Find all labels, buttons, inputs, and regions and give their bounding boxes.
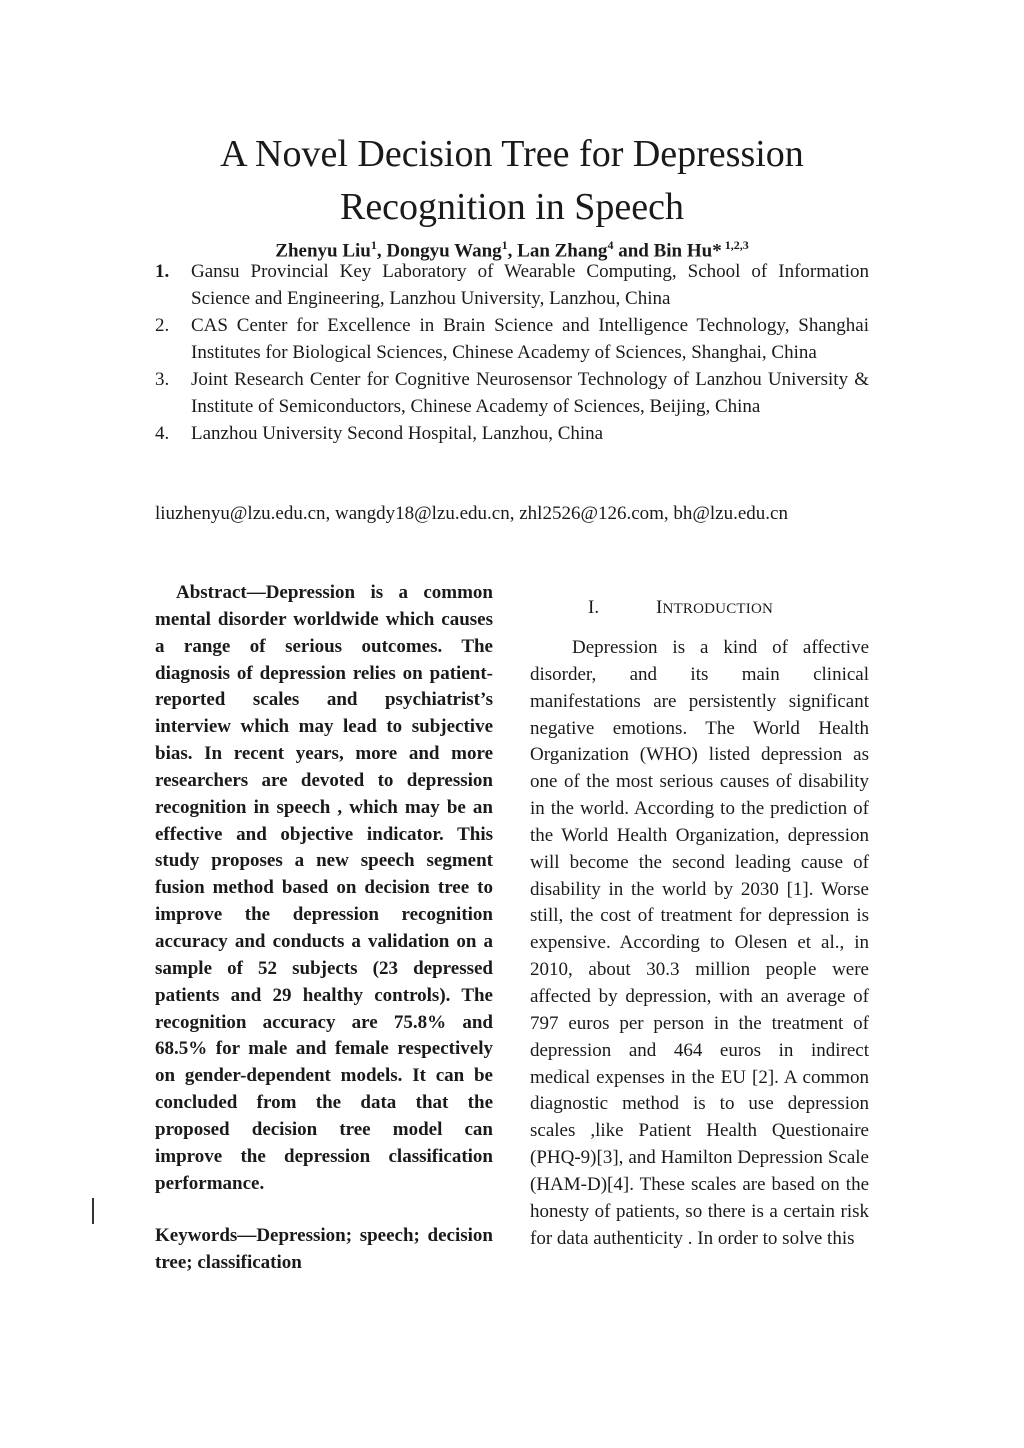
introduction-paragraph: Depression is a kind of affective disorder, and its main clinical manifestations are persistently significant negative emotions. The World Health Organization (WHO) listed depression as one of the most serious causes of disability in the world. According to the prediction of the World Health Organization, depression will become the second leading cause of disability in the world by 2030 [1]. Worse still, the cost of treatment for depression is expensive. According to Olesen et al., in 2010, about 30.3 million people were affected by depression, with an average of 797 euros per person in the treatment of depression and 464 euros in indirect medical expenses in the EU [2]. A common diagnostic method is to use depression scales ,like Patient Health Questionaire (PHQ-9)[3], and Hamilton Depression Scale (HAM-D)[4]. These scales are based on the honesty of patients, so there is a certain risk for data authenticity . In order to solve this: [530, 637, 869, 1249]
affiliation-item: [155, 366, 869, 420]
author-name: Dongyu Wang: [386, 240, 502, 262]
author-name: Bin Hu*: [653, 240, 722, 262]
affiliation-number: 1.: [155, 261, 170, 282]
keywords: Keywords—Depression; speech; decision tree; classification: [155, 1225, 493, 1274]
affiliation-item: [155, 420, 869, 447]
author-affiliation-mark: 4: [607, 238, 614, 252]
right-column: [530, 593, 869, 1252]
affiliation-item: [155, 258, 869, 312]
author-separator: ,: [376, 240, 387, 262]
section-title-initial: I: [655, 597, 663, 618]
affiliation-number: 2.: [155, 315, 170, 336]
left-column: [155, 580, 493, 1277]
section-number: I.: [588, 597, 600, 618]
affiliation-number: 4.: [155, 423, 170, 444]
author-name: Zhenyu Liu: [275, 240, 371, 262]
affiliation-text: Gansu Provincial Key Laboratory of Wearable Computing, School of Information Science and Engineering, Lanzhou University, Lanzhou, China: [191, 261, 869, 309]
section-heading-introduction: [530, 593, 869, 624]
affiliation-text: CAS Center for Excellence in Brain Science and Intelligence Technology, Shanghai Institutes for Biological Sciences, Chinese Academy of Sciences, Shanghai, China: [191, 315, 869, 363]
title-line-1: A Novel Decision Tree for Depression: [220, 133, 804, 175]
author-affiliation-mark: 1,2,3: [721, 238, 749, 252]
author-name: Lan Zhang: [517, 240, 608, 262]
author-separator: and: [613, 240, 654, 262]
abstract: Abstract—Depression is a common mental disorder worldwide which causes a range of serious outcomes. The diagnosis of depression relies on patient-reported scales and psychiatrist’s interview which may lead to subjective bias. In recent years, more and more researchers are devoted to depression recognition in speech , which may be an effective and objective indicator. This study proposes a new speech segment fusion method based on decision tree to improve the depression recognition accuracy and conducts a validation on a sample of 52 subjects (23 depressed patients and 29 healthy controls). The recognition accuracy are 75.8% and 68.5% for male and female respectively on gender-dependent models. It can be concluded from the data that the proposed decision tree model can improve the depression classification performance.: [155, 582, 493, 1194]
section-title-rest: NTRODUCTION: [662, 601, 774, 617]
affiliation-number: 3.: [155, 369, 170, 390]
affiliation-item: [155, 312, 869, 366]
affiliation-text: Lanzhou University Second Hospital, Lanzhou, China: [191, 423, 604, 444]
text-cursor: [92, 1198, 94, 1224]
paper-title: [0, 128, 1024, 234]
title-line-2: Recognition in Speech: [339, 186, 685, 228]
author-emails: liuzhenyu@lzu.edu.cn, wangdy18@lzu.edu.cn, zhl2526@126.com, bh@lzu.edu.cn: [155, 503, 788, 524]
author-affiliation-mark: 1: [370, 238, 377, 252]
affiliation-text: Joint Research Center for Cognitive Neurosensor Technology of Lanzhou University & Institute of Semiconductors, Chinese Academy of Sciences, Beijing, China: [191, 369, 869, 417]
section-title: [626, 597, 773, 618]
author-separator: ,: [507, 240, 518, 262]
affiliation-list: [155, 258, 869, 447]
author-affiliation-mark: 1: [501, 238, 508, 252]
